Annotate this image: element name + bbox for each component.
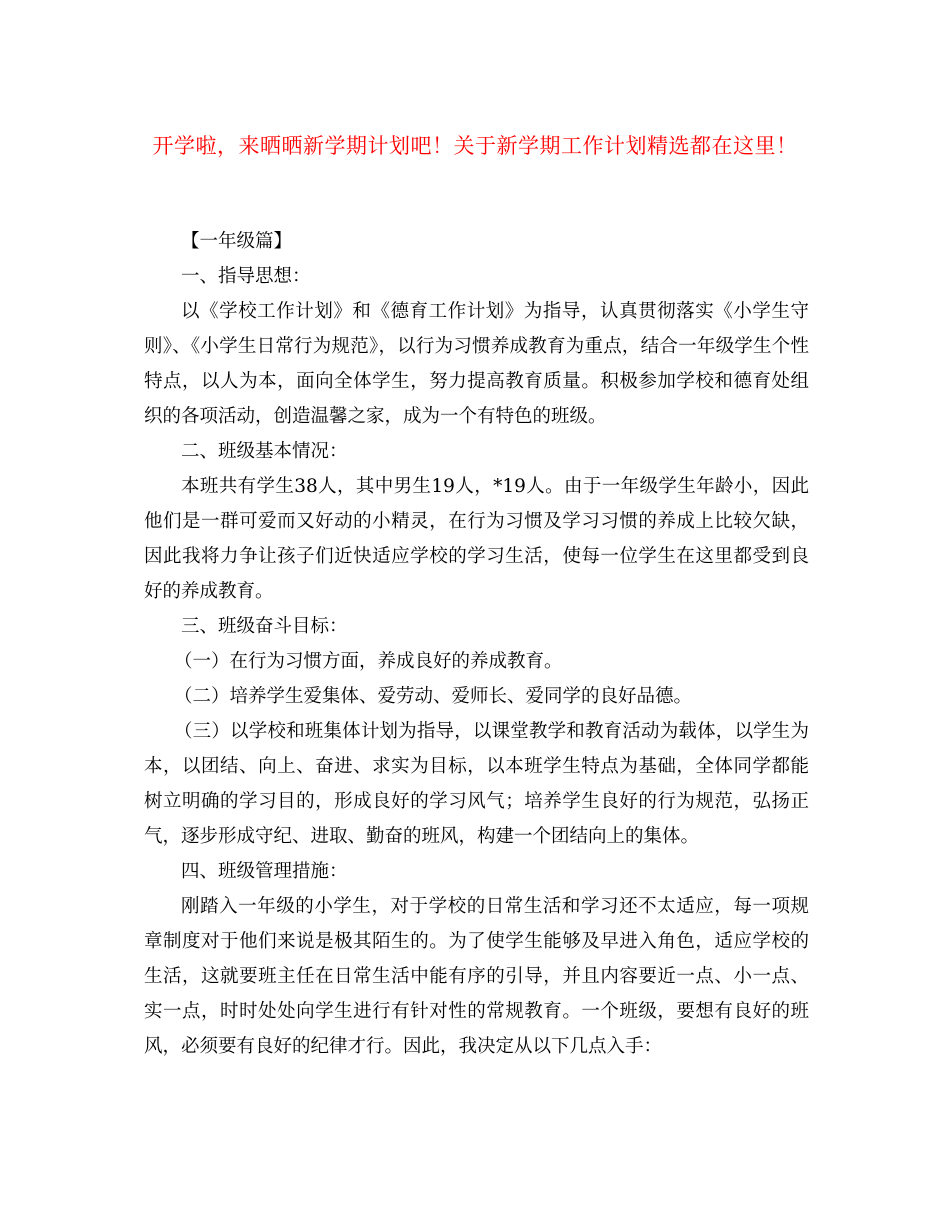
section-heading-grade-one: 【一年级篇】: [181, 231, 293, 252]
document-title: 开学啦，来晒晒新学期计划吧！关于新学期工作计划精选都在这里！: [152, 134, 798, 158]
goal-item-3: （三）以学校和班集体计划为指导，以课堂教学和教育活动为载体，以学生为本，以团结、向上、奋进、求实为目标，以本班学生特点为基础，全体同学都能树立明确的学习目的，形成良好的学习风气；培养学生良好的行为规范，弘扬正气，逐步形成守纪、进取、勤奋的班风，构建一个团结向上的集体。: [144, 721, 809, 847]
heading-class-goals: 三、班级奋斗目标：: [181, 616, 348, 637]
paragraph-class-situation: 本班共有学生38人，其中男生19人，*19人。由于一年级学生年龄小，因此他们是一群可爱而又好动的小精灵，在行为习惯及学习习惯的养成上比较欠缺，因此我将力争让孩子们近快适应学校的学习生活，使每一位学生在这里都受到良好的养成教育。: [144, 476, 809, 602]
goal-item-2: （二）培养学生爱集体、爱劳动、爱师长、爱同学的良好品德。: [174, 686, 693, 707]
paragraph-management-measures: 刚踏入一年级的小学生，对于学校的日常生活和学习还不太适应，每一项规章制度对于他们来说是极其陌生的。为了使学生能够及早进入角色，适应学校的生活，这就要班主任在日常生活中能有序的引导，并且内容要近一点、小一点、实一点，时时处处向学生进行有针对性的常规教育。一个班级，要想有良好的班风，必须要有良好的纪律才行。因此，我决定从以下几点入手：: [144, 896, 809, 1057]
document-body: [144, 224, 809, 1064]
heading-management-measures: 四、班级管理措施：: [181, 861, 348, 882]
heading-class-situation: 二、班级基本情况：: [181, 441, 348, 462]
paragraph-guiding-ideology: 以《学校工作计划》和《德育工作计划》为指导，认真贯彻落实《小学生守则》、《小学生日常行为规范》，以行为习惯养成教育为重点，结合一年级学生个性特点，以人为本，面向全体学生，努力提高教育质量。积极参加学校和德育处组织的各项活动，创造温馨之家，成为一个有特色的班级。: [144, 301, 809, 427]
heading-guiding-ideology: 一、指导思想：: [181, 266, 311, 287]
goal-item-1: （一）在行为习惯方面，养成良好的养成教育。: [174, 651, 563, 672]
